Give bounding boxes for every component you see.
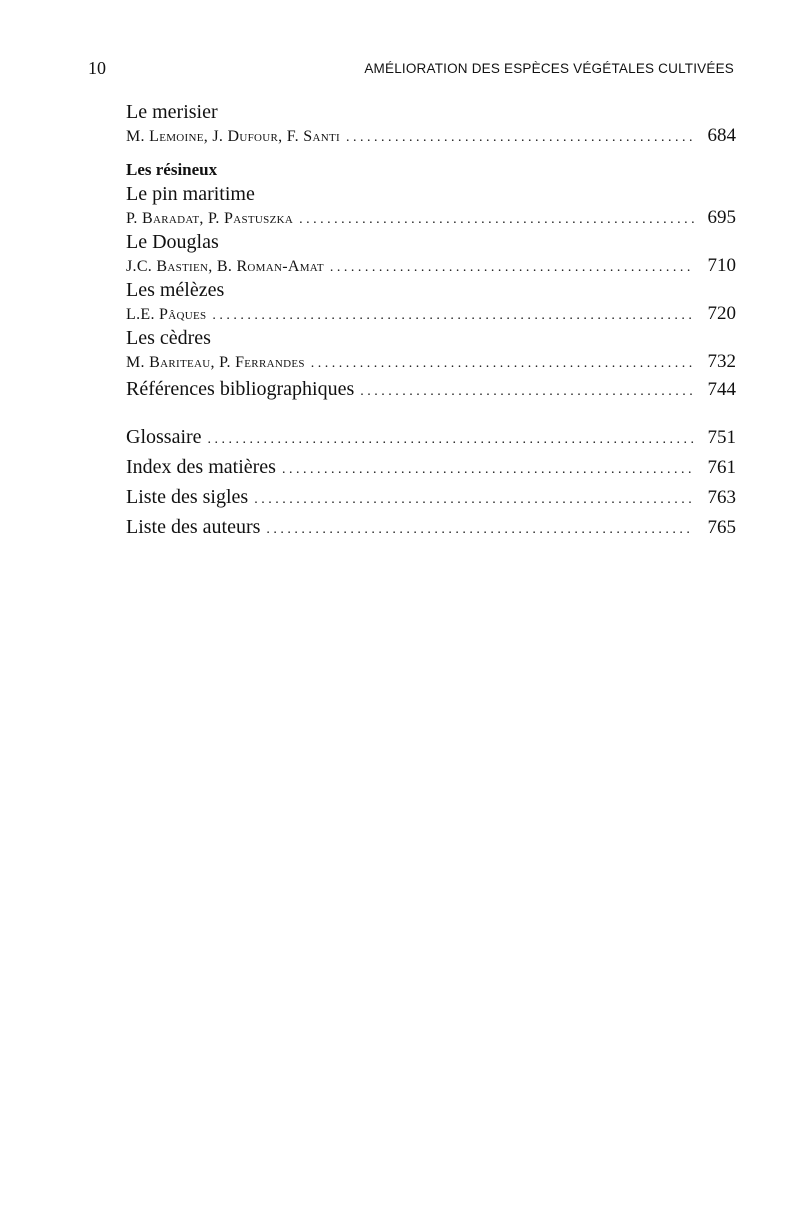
entry-title: Les cèdres (126, 327, 211, 349)
entry-authors: M. Lemoine, J. Dufour, F. Santi (126, 128, 340, 145)
back-matter-page: 765 (707, 517, 736, 538)
page-number: 10 (88, 58, 106, 78)
dot-leader (202, 425, 694, 455)
back-matter-entry-glossaire (126, 422, 736, 452)
entry-authors: L.E. Pâques (126, 306, 207, 323)
page-header (88, 58, 734, 82)
back-matter-label: Glossaire (126, 426, 202, 448)
entry-page: 695 (707, 207, 736, 228)
entry-title: Le Douglas (126, 231, 219, 253)
toc-entry (126, 100, 736, 148)
dot-leader (293, 208, 694, 232)
back-matter-page: 761 (707, 457, 736, 478)
entry-author-line (126, 206, 736, 230)
back-matter-entry-index (126, 452, 736, 482)
references-entry (126, 374, 736, 404)
entry-page: 710 (707, 255, 736, 276)
dot-leader (248, 485, 694, 515)
entry-author-line (126, 254, 736, 278)
dot-leader (305, 352, 694, 376)
entry-title: Le merisier (126, 101, 218, 123)
entry-title: Les mélèzes (126, 279, 225, 301)
back-matter-label: Index des matières (126, 456, 276, 478)
entry-page: 720 (707, 303, 736, 324)
dot-leader (354, 377, 694, 407)
references-page: 744 (707, 379, 736, 400)
table-of-contents (126, 100, 736, 542)
entry-author-line (126, 124, 736, 148)
dot-leader (276, 455, 694, 485)
toc-entry (126, 278, 736, 326)
back-matter-label: Liste des sigles (126, 486, 249, 508)
section-heading: Les résineux (126, 160, 218, 179)
back-matter-label: Liste des auteurs (126, 516, 261, 538)
dot-leader (324, 256, 694, 280)
back-matter-page: 763 (707, 487, 736, 508)
toc-entry (126, 230, 736, 278)
entry-page: 732 (707, 351, 736, 372)
back-matter-entry-auteurs (126, 512, 736, 542)
entry-authors: M. Bariteau, P. Ferrandes (126, 354, 305, 371)
entry-authors: J.C. Bastien, B. Roman-Amat (126, 258, 324, 275)
toc-entry (126, 182, 736, 230)
entry-authors: P. Baradat, P. Pastuszka (126, 210, 294, 227)
entry-title: Le pin maritime (126, 183, 255, 205)
running-title: AMÉLIORATION DES ESPÈCES VÉGÉTALES CULTIVÉES (364, 61, 734, 76)
dot-leader (206, 304, 694, 328)
back-matter-page: 751 (707, 427, 736, 448)
entry-page: 684 (707, 125, 736, 146)
dot-leader (340, 126, 694, 150)
back-matter-entry-sigles (126, 482, 736, 512)
dot-leader (260, 515, 694, 545)
toc-entry (126, 326, 736, 374)
entry-author-line (126, 302, 736, 326)
entry-author-line (126, 350, 736, 374)
references-label: Références bibliographiques (126, 378, 355, 400)
